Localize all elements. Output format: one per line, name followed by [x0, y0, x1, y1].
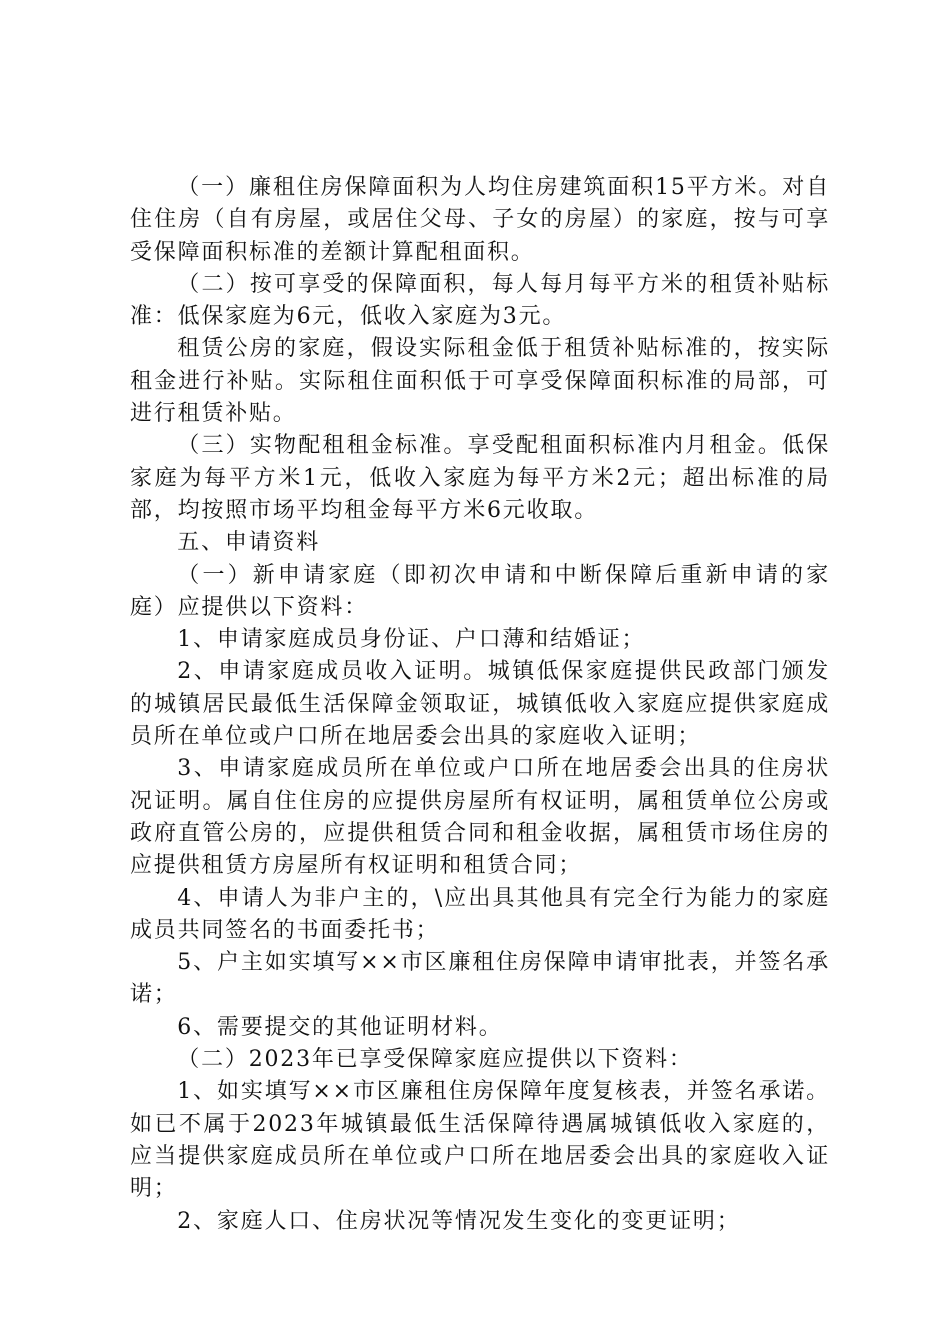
list-item-new-1: 1、申请家庭成员身份证、户口薄和结婚证；: [177, 627, 646, 653]
paragraph-existing-applicants: （二）2023年已享受保障家庭应提供以下资料：: [177, 1047, 693, 1073]
paragraph-area-standard: （一）廉租住房保障面积为人均住房建筑面积15平方米。对自住住房（自有房屋，或居住父母、子女的房屋）的家庭，按与可享受保障面积标准的差额计算配租面积。: [130, 175, 830, 265]
section-heading-application-materials: 五、申请资料: [177, 530, 321, 556]
list-item-new-6: 6、需要提交的其他证明材料。: [177, 1014, 503, 1040]
list-item-new-2: 2、申请家庭成员收入证明。城镇低保家庭提供民政部门颁发的城镇居民最低生活保障金领取证，城镇低收入家庭应提供家庭成员所在单位或户口所在地居委会出具的家庭收入证明；: [130, 659, 830, 750]
list-item-existing-1: 1、如实填写××市区廉租住房保障年度复核表，并签名承诺。如已不属于2023年城镇最低生活保障待遇属城镇低收入家庭的，应当提供家庭成员所在单位或户口所在地居委会出具的家庭收入证明；: [130, 1079, 830, 1202]
list-item-new-5: 5、户主如实填写××市区廉租住房保障申请审批表，并签名承诺；: [130, 950, 830, 1008]
paragraph-rent-standard: （三）实物配租租金标准。享受配租面积标准内月租金。低保家庭为每平方米1元，低收入家庭为每平方米2元；超出标准的局部，均按照市场平均租金每平方米6元收取。: [130, 433, 830, 523]
paragraph-subsidy-standard: （二）按可享受的保障面积，每人每月每平方米的租赁补贴标准：低保家庭为6元，低收入家庭为3元。: [130, 271, 830, 330]
paragraph-public-housing-rent: 租赁公房的家庭，假设实际租金低于租赁补贴标准的，按实际租金进行补贴。实际租住面积低于可享受保障面积标准的局部，可进行租赁补贴。: [130, 336, 830, 427]
list-item-new-4: 4、申请人为非户主的，\应出具其他具有完全行为能力的家庭成员共同签名的书面委托书；: [130, 885, 830, 943]
list-item-new-3: 3、申请家庭成员所在单位或户口所在地居委会出具的住房状况证明。属自住住房的应提供房屋所有权证明，属租赁单位公房或政府直管公房的，应提供租赁合同和租金收据，属租赁市场住房的应提供租赁方房屋所有权证明和租赁合同；: [130, 756, 830, 879]
list-item-existing-2: 2、家庭人口、住房状况等情况发生变化的变更证明；: [177, 1208, 741, 1234]
paragraph-new-applicants: （一）新申请家庭（即初次申请和中断保障后重新申请的家庭）应提供以下资料：: [130, 562, 830, 620]
document-page: [130, 172, 830, 1238]
